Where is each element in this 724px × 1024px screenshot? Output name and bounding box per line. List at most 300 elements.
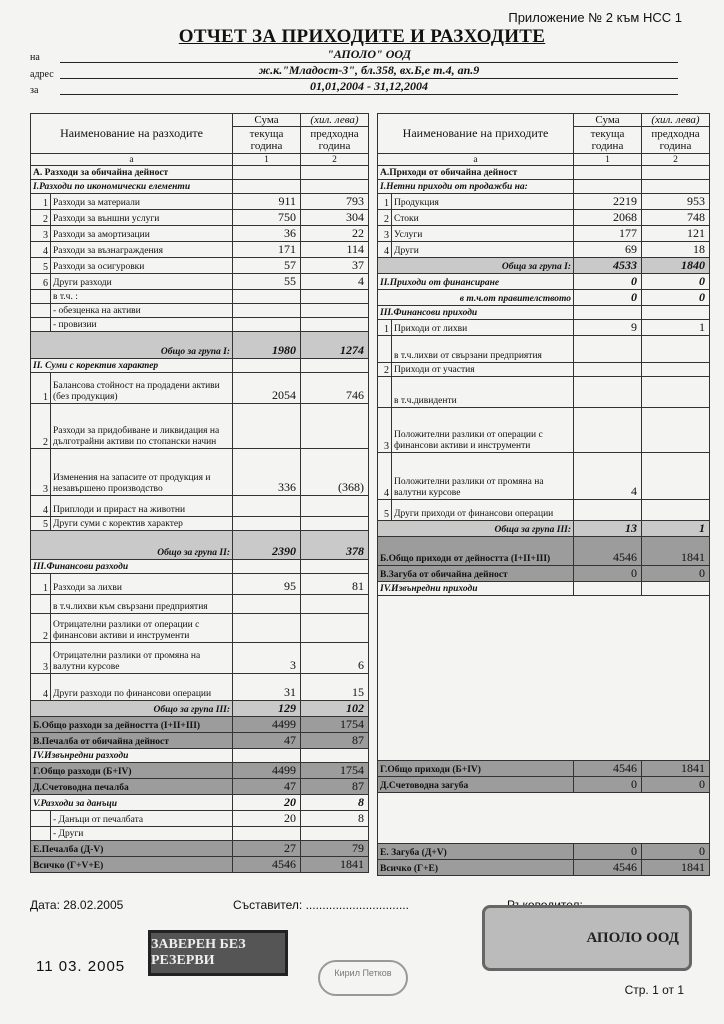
income-previous-value: 0 bbox=[642, 566, 710, 582]
expenses-row-label: Г.Общо разходи (Б+IV) bbox=[31, 763, 233, 779]
table-row bbox=[31, 258, 369, 274]
expenses-current-value bbox=[233, 318, 301, 332]
income-row-label: Други приходи от финансови операции bbox=[392, 500, 574, 521]
stamp-date: 11 03. 2005 bbox=[36, 958, 126, 975]
income-current-value: 0 bbox=[574, 290, 642, 306]
income-name-header: Наименование на приходите bbox=[378, 114, 574, 154]
expenses-row-index: 2 bbox=[31, 404, 51, 449]
table-row bbox=[31, 795, 369, 811]
income-previous-value: 1840 bbox=[642, 258, 710, 274]
expenses-current-value bbox=[233, 749, 301, 763]
expenses-row-index bbox=[31, 318, 51, 332]
income-previous-value bbox=[642, 166, 710, 180]
income-previous-value: 1 bbox=[642, 320, 710, 336]
expenses-row-label: - Други bbox=[51, 827, 233, 841]
table-row bbox=[31, 332, 369, 359]
income-row-index: 5 bbox=[378, 500, 392, 521]
expenses-previous-value: (368) bbox=[301, 449, 369, 496]
table-row bbox=[31, 811, 369, 827]
expenses-row-label: I.Разходи по икономически елементи bbox=[31, 180, 233, 194]
table-row bbox=[378, 274, 710, 290]
expenses-row-index bbox=[31, 290, 51, 304]
income-row-label: Всичко (Г+Е) bbox=[378, 860, 574, 876]
expenses-current-value bbox=[233, 517, 301, 531]
expenses-previous-value: 102 bbox=[301, 701, 369, 717]
income-previous-year-header: предходна година bbox=[642, 127, 710, 154]
expenses-previous-value: 1841 bbox=[301, 857, 369, 873]
table-row bbox=[378, 537, 710, 566]
expenses-current-value: 57 bbox=[233, 258, 301, 274]
income-previous-value: 18 bbox=[642, 242, 710, 258]
table-row bbox=[378, 180, 710, 194]
income-previous-value: 953 bbox=[642, 194, 710, 210]
expenses-table bbox=[30, 113, 369, 873]
company-label: на bbox=[30, 52, 40, 63]
expenses-previous-value bbox=[301, 496, 369, 517]
expenses-previous-value bbox=[301, 290, 369, 304]
income-current-value: 2068 bbox=[574, 210, 642, 226]
table-row bbox=[31, 373, 369, 404]
expenses-current-value bbox=[233, 827, 301, 841]
income-row-label: В.Загуба от обичайна дейност bbox=[378, 566, 574, 582]
expenses-previous-value: 1754 bbox=[301, 717, 369, 733]
expenses-row-index: 1 bbox=[31, 574, 51, 595]
table-row bbox=[378, 453, 710, 500]
company-seal-text: АПОЛО ООД bbox=[586, 929, 679, 946]
expenses-previous-value: 8 bbox=[301, 795, 369, 811]
income-row-label: в т.ч.дивиденти bbox=[392, 377, 574, 408]
table-row bbox=[378, 226, 710, 242]
expenses-current-value bbox=[233, 614, 301, 643]
table-row bbox=[31, 717, 369, 733]
expenses-previous-value bbox=[301, 517, 369, 531]
expenses-row-label: В.Печалба от обичайна дейност bbox=[31, 733, 233, 749]
table-row bbox=[378, 777, 710, 793]
expenses-current-value bbox=[233, 404, 301, 449]
expenses-current-value: 31 bbox=[233, 674, 301, 701]
table-row bbox=[378, 166, 710, 180]
expenses-row-label: Разходи за придобиване и ликвидация на дълготрайни активи по стопански начин bbox=[51, 404, 233, 449]
table-row bbox=[31, 496, 369, 517]
table-row bbox=[31, 517, 369, 531]
income-row-label: Обща за група I: bbox=[378, 258, 574, 274]
table-row bbox=[31, 643, 369, 674]
income-current-value bbox=[574, 180, 642, 194]
expenses-row-label: - обезценка на активи bbox=[51, 304, 233, 318]
income-unit-header: (хил. лева) bbox=[642, 114, 710, 127]
income-previous-value: 0 bbox=[642, 844, 710, 860]
expenses-row-index bbox=[31, 827, 51, 841]
table-row bbox=[31, 449, 369, 496]
expenses-col-2: 2 bbox=[301, 154, 369, 166]
table-row bbox=[378, 500, 710, 521]
expenses-row-label: Общо за група I: bbox=[31, 332, 233, 359]
income-previous-value: 121 bbox=[642, 226, 710, 242]
expenses-row-label: - Данъци от печалбата bbox=[51, 811, 233, 827]
income-current-value: 4533 bbox=[574, 258, 642, 274]
income-row-label: А.Приходи от обичайна дейност bbox=[378, 166, 574, 180]
expenses-current-value: 2390 bbox=[233, 531, 301, 560]
income-previous-value: 1841 bbox=[642, 860, 710, 876]
expenses-row-index: 4 bbox=[31, 496, 51, 517]
table-row bbox=[31, 827, 369, 841]
expenses-previous-value: 37 bbox=[301, 258, 369, 274]
expenses-row-label: Отрицателни разлики от операции с финансови активи и инструменти bbox=[51, 614, 233, 643]
expenses-row-label: - провизии bbox=[51, 318, 233, 332]
expenses-previous-value: 4 bbox=[301, 274, 369, 290]
income-row-index: 1 bbox=[378, 194, 392, 210]
expenses-row-label: II. Суми с коректив характер bbox=[31, 359, 233, 373]
table-row bbox=[31, 674, 369, 701]
expenses-previous-value: 15 bbox=[301, 674, 369, 701]
table-row bbox=[31, 841, 369, 857]
expenses-current-value: 2054 bbox=[233, 373, 301, 404]
income-current-value bbox=[574, 363, 642, 377]
table-row bbox=[31, 614, 369, 643]
income-current-value: 2219 bbox=[574, 194, 642, 210]
expenses-row-label: Разходи за лихви bbox=[51, 574, 233, 595]
income-current-value: 69 bbox=[574, 242, 642, 258]
expenses-previous-value: 1754 bbox=[301, 763, 369, 779]
income-row-label: Приходи от участия bbox=[392, 363, 574, 377]
expenses-previous-value: 81 bbox=[301, 574, 369, 595]
expenses-col-1: 1 bbox=[233, 154, 301, 166]
company-address: ж.к."Младост-3", бл.358, вх.Б,е т.4, ап.9 bbox=[60, 63, 678, 79]
table-row bbox=[378, 336, 710, 363]
income-previous-value: 0 bbox=[642, 777, 710, 793]
expenses-current-value: 129 bbox=[233, 701, 301, 717]
expenses-current-value: 4546 bbox=[233, 857, 301, 873]
expenses-row-index: 5 bbox=[31, 517, 51, 531]
expenses-current-value: 47 bbox=[233, 779, 301, 795]
table-row bbox=[378, 844, 710, 860]
income-current-value: 4546 bbox=[574, 761, 642, 777]
address-label: адрес bbox=[30, 69, 54, 80]
company-name: "АПОЛО" ООД bbox=[60, 47, 678, 63]
expenses-current-value: 911 bbox=[233, 194, 301, 210]
table-row bbox=[31, 180, 369, 194]
table-row bbox=[378, 363, 710, 377]
expenses-current-value: 750 bbox=[233, 210, 301, 226]
income-row-label: Положителни разлики от операции с финансови активи и инструменти bbox=[392, 408, 574, 453]
table-row bbox=[378, 194, 710, 210]
income-sum-header: Сума bbox=[574, 114, 642, 127]
page-number: Стр. 1 от 1 bbox=[624, 983, 684, 997]
table-row bbox=[378, 860, 710, 876]
company-seal bbox=[482, 905, 692, 971]
expenses-current-value: 171 bbox=[233, 242, 301, 258]
income-current-value: 0 bbox=[574, 777, 642, 793]
table-row bbox=[31, 733, 369, 749]
income-row-index bbox=[378, 336, 392, 363]
income-row-index: 2 bbox=[378, 210, 392, 226]
expenses-current-value bbox=[233, 359, 301, 373]
income-previous-value bbox=[642, 500, 710, 521]
expenses-row-label: Други разходи по финансови операции bbox=[51, 674, 233, 701]
table-row bbox=[31, 194, 369, 210]
income-row-label: Обща за група III: bbox=[378, 521, 574, 537]
income-previous-value bbox=[642, 408, 710, 453]
income-current-value: 0 bbox=[574, 274, 642, 290]
expenses-current-value: 55 bbox=[233, 274, 301, 290]
expenses-row-index: 3 bbox=[31, 226, 51, 242]
expenses-row-label: А. Разходи за обичайна дейност bbox=[31, 166, 233, 180]
income-row-label: Други bbox=[392, 242, 574, 258]
income-current-value: 0 bbox=[574, 566, 642, 582]
income-col-2: 2 bbox=[642, 154, 710, 166]
expenses-row-index: 5 bbox=[31, 258, 51, 274]
income-row-label: Д.Счетоводна загуба bbox=[378, 777, 574, 793]
expenses-current-value bbox=[233, 290, 301, 304]
audit-stamp: ЗАВЕРЕН БЕЗ РЕЗЕРВИ bbox=[148, 930, 288, 976]
expenses-row-label: в т.ч. : bbox=[51, 290, 233, 304]
table-row bbox=[31, 749, 369, 763]
expenses-previous-value: 746 bbox=[301, 373, 369, 404]
income-current-value bbox=[574, 500, 642, 521]
expenses-current-value: 20 bbox=[233, 795, 301, 811]
expenses-previous-value bbox=[301, 359, 369, 373]
expenses-current-value bbox=[233, 595, 301, 614]
expenses-current-value bbox=[233, 496, 301, 517]
table-row bbox=[378, 377, 710, 408]
table-row bbox=[31, 242, 369, 258]
expenses-previous-value: 79 bbox=[301, 841, 369, 857]
table-row bbox=[31, 779, 369, 795]
expenses-previous-value bbox=[301, 560, 369, 574]
expenses-row-label: Изменения на запасите от продукция и незавършено производство bbox=[51, 449, 233, 496]
table-row bbox=[378, 258, 710, 274]
expenses-row-index bbox=[31, 811, 51, 827]
income-table bbox=[377, 113, 710, 876]
expenses-current-value: 95 bbox=[233, 574, 301, 595]
expenses-row-label: Общо за група III: bbox=[31, 701, 233, 717]
income-row-label: Б.Общо приходи от дейността (I+II+III) bbox=[378, 537, 574, 566]
income-previous-value bbox=[642, 363, 710, 377]
expenses-previous-value: 87 bbox=[301, 779, 369, 795]
expenses-previous-value bbox=[301, 180, 369, 194]
expenses-row-index: 2 bbox=[31, 210, 51, 226]
expenses-row-index: 4 bbox=[31, 242, 51, 258]
expenses-current-value: 20 bbox=[233, 811, 301, 827]
table-row bbox=[378, 306, 710, 320]
table-row bbox=[378, 582, 710, 596]
expenses-previous-value bbox=[301, 318, 369, 332]
expenses-current-value: 1980 bbox=[233, 332, 301, 359]
expenses-row-label: III.Финансови разходи bbox=[31, 560, 233, 574]
income-row-label: в т.ч.лихви от свързани предприятия bbox=[392, 336, 574, 363]
expenses-previous-value bbox=[301, 166, 369, 180]
table-row bbox=[378, 320, 710, 336]
expenses-current-value: 4499 bbox=[233, 763, 301, 779]
expenses-previous-value bbox=[301, 749, 369, 763]
expenses-row-label: Б.Общо разходи за дейността (I+II+III) bbox=[31, 717, 233, 733]
expenses-previous-value: 793 bbox=[301, 194, 369, 210]
income-current-year-header: текуща година bbox=[574, 127, 642, 154]
income-row-label: III.Финансови приходи bbox=[378, 306, 574, 320]
expenses-row-label: Балансова стойност на продадени активи (без продукция) bbox=[51, 373, 233, 404]
compiler-signature-line: Съставител: ............................... bbox=[233, 898, 409, 912]
income-previous-value: 1841 bbox=[642, 761, 710, 777]
expenses-row-index: 6 bbox=[31, 274, 51, 290]
table-row bbox=[31, 290, 369, 304]
expenses-row-label: Други разходи bbox=[51, 274, 233, 290]
expenses-current-value: 27 bbox=[233, 841, 301, 857]
expenses-name-header: Наименование на разходите bbox=[31, 114, 233, 154]
income-row-label: I.Нетни приходи от продажби на: bbox=[378, 180, 574, 194]
expenses-row-label: Е.Печалба (Д-V) bbox=[31, 841, 233, 857]
income-row-label: Стоки bbox=[392, 210, 574, 226]
expenses-row-label: Разходи за материали bbox=[51, 194, 233, 210]
income-row-label: Г.Общо приходи (Б+IV) bbox=[378, 761, 574, 777]
income-current-value: 4546 bbox=[574, 860, 642, 876]
table-row bbox=[378, 566, 710, 582]
table-row bbox=[31, 574, 369, 595]
income-col-a: а bbox=[378, 154, 574, 166]
expenses-row-label: IV.Извънредни разходи bbox=[31, 749, 233, 763]
income-current-value bbox=[574, 336, 642, 363]
income-row-index: 3 bbox=[378, 408, 392, 453]
blank-area bbox=[378, 596, 710, 761]
expenses-row-index: 3 bbox=[31, 643, 51, 674]
name-stamp: Кирил Петков bbox=[318, 960, 408, 996]
income-previous-value bbox=[642, 336, 710, 363]
income-previous-value bbox=[642, 180, 710, 194]
income-row-index: 1 bbox=[378, 320, 392, 336]
expenses-row-index bbox=[31, 304, 51, 318]
income-current-value: 9 bbox=[574, 320, 642, 336]
income-row-label: Е. Загуба (Д+V) bbox=[378, 844, 574, 860]
income-current-value bbox=[574, 408, 642, 453]
table-row bbox=[31, 763, 369, 779]
income-row-index: 4 bbox=[378, 242, 392, 258]
expenses-current-year-header: текуща година bbox=[233, 127, 301, 154]
expenses-row-label: Разходи за външни услуги bbox=[51, 210, 233, 226]
expenses-current-value: 36 bbox=[233, 226, 301, 242]
expenses-row-index: 1 bbox=[31, 373, 51, 404]
expenses-previous-value: 304 bbox=[301, 210, 369, 226]
income-row-index: 3 bbox=[378, 226, 392, 242]
table-row bbox=[31, 701, 369, 717]
income-row-label: Положителни разлики от промяна на валутни курсове bbox=[392, 453, 574, 500]
table-row bbox=[31, 318, 369, 332]
income-current-value bbox=[574, 582, 642, 596]
report-title: ОТЧЕТ ЗА ПРИХОДИТЕ И РАЗХОДИТЕ bbox=[178, 26, 546, 47]
income-row-label: II.Приходи от финансиране bbox=[378, 274, 574, 290]
expenses-row-label: Отрицателни разлики от промяна на валутни курсове bbox=[51, 643, 233, 674]
expenses-col-a: а bbox=[31, 154, 233, 166]
income-previous-value: 0 bbox=[642, 290, 710, 306]
expenses-row-label: Разходи за възнаграждения bbox=[51, 242, 233, 258]
income-row-index: 2 bbox=[378, 363, 392, 377]
expenses-previous-value bbox=[301, 614, 369, 643]
expenses-current-value bbox=[233, 560, 301, 574]
expenses-previous-value: 6 bbox=[301, 643, 369, 674]
income-previous-value: 0 bbox=[642, 274, 710, 290]
table-row bbox=[31, 404, 369, 449]
income-current-value: 0 bbox=[574, 844, 642, 860]
expenses-row-label: Всичко (Г+V+Е) bbox=[31, 857, 233, 873]
income-col-1: 1 bbox=[574, 154, 642, 166]
income-row-index bbox=[378, 377, 392, 408]
expenses-previous-value bbox=[301, 595, 369, 614]
expenses-current-value: 336 bbox=[233, 449, 301, 496]
expenses-current-value bbox=[233, 304, 301, 318]
income-row-label: Продукция bbox=[392, 194, 574, 210]
income-previous-value: 1 bbox=[642, 521, 710, 537]
appendix-label: Приложение № 2 към НСС 1 bbox=[508, 10, 682, 25]
table-row bbox=[31, 226, 369, 242]
expenses-row-index: 2 bbox=[31, 614, 51, 643]
expenses-current-value bbox=[233, 166, 301, 180]
income-row-index: 4 bbox=[378, 453, 392, 500]
income-previous-value bbox=[642, 453, 710, 500]
expenses-row-label: в т.ч.лихви към свързани предприятия bbox=[51, 595, 233, 614]
income-current-value bbox=[574, 377, 642, 408]
income-current-value: 4546 bbox=[574, 537, 642, 566]
expenses-row-index: 4 bbox=[31, 674, 51, 701]
expenses-row-label: Разходи за амортизации bbox=[51, 226, 233, 242]
table-row bbox=[31, 210, 369, 226]
income-current-value bbox=[574, 166, 642, 180]
expenses-previous-value bbox=[301, 304, 369, 318]
table-row bbox=[378, 210, 710, 226]
income-current-value: 4 bbox=[574, 453, 642, 500]
table-row bbox=[378, 521, 710, 537]
expenses-previous-value bbox=[301, 404, 369, 449]
table-row bbox=[31, 304, 369, 318]
table-row bbox=[378, 761, 710, 777]
income-previous-value bbox=[642, 582, 710, 596]
expenses-previous-value bbox=[301, 827, 369, 841]
expenses-current-value: 47 bbox=[233, 733, 301, 749]
income-previous-value: 748 bbox=[642, 210, 710, 226]
table-row bbox=[31, 595, 369, 614]
expenses-current-value bbox=[233, 180, 301, 194]
blank-area bbox=[378, 793, 710, 844]
table-row bbox=[31, 359, 369, 373]
expenses-row-label: Приплоди и прираст на животни bbox=[51, 496, 233, 517]
table-row bbox=[31, 531, 369, 560]
income-row-label: Услуги bbox=[392, 226, 574, 242]
income-previous-value: 1841 bbox=[642, 537, 710, 566]
expenses-previous-value: 87 bbox=[301, 733, 369, 749]
expenses-previous-value: 8 bbox=[301, 811, 369, 827]
table-row bbox=[378, 290, 710, 306]
income-previous-value bbox=[642, 377, 710, 408]
table-row bbox=[378, 408, 710, 453]
income-row-label: IV.Извънредни приходи bbox=[378, 582, 574, 596]
income-previous-value bbox=[642, 306, 710, 320]
income-current-value: 177 bbox=[574, 226, 642, 242]
expenses-previous-value: 114 bbox=[301, 242, 369, 258]
expenses-current-value: 3 bbox=[233, 643, 301, 674]
table-row bbox=[378, 242, 710, 258]
expenses-row-index: 3 bbox=[31, 449, 51, 496]
income-current-value bbox=[574, 306, 642, 320]
expenses-row-index: 1 bbox=[31, 194, 51, 210]
income-row-label: Приходи от лихви bbox=[392, 320, 574, 336]
income-current-value: 13 bbox=[574, 521, 642, 537]
expenses-row-label: Разходи за осигуровки bbox=[51, 258, 233, 274]
table-row bbox=[31, 560, 369, 574]
expenses-current-value: 4499 bbox=[233, 717, 301, 733]
table-row bbox=[31, 274, 369, 290]
expenses-row-label: V.Разходи за данъци bbox=[31, 795, 233, 811]
expenses-row-label: Д.Счетоводна печалба bbox=[31, 779, 233, 795]
expenses-previous-value: 22 bbox=[301, 226, 369, 242]
expenses-sum-header: Сума bbox=[233, 114, 301, 127]
expenses-previous-value: 1274 bbox=[301, 332, 369, 359]
